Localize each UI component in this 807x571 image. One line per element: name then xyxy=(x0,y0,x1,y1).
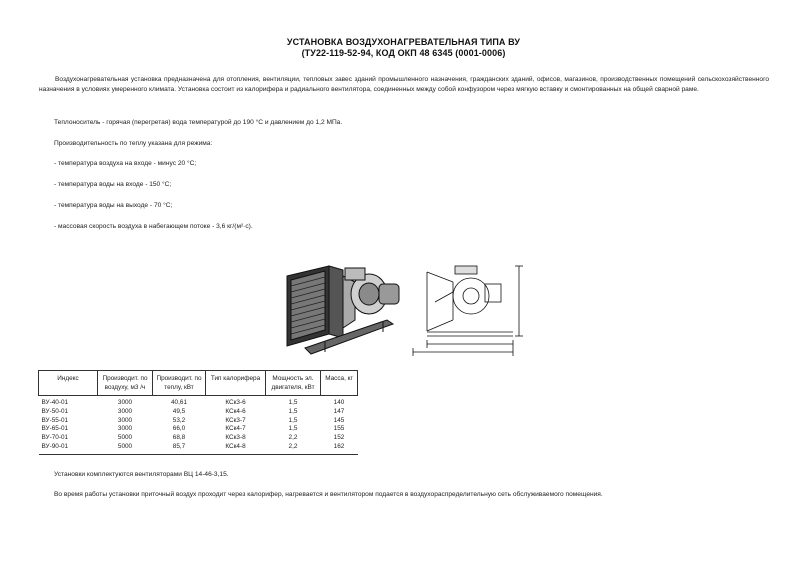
cell-heat-capacity: 49,5 xyxy=(172,407,186,415)
header-mass: Масса, кг xyxy=(321,371,358,396)
unit-perspective-illustration xyxy=(287,266,399,354)
document-title: УСТАНОВКА ВОЗДУХОНАГРЕВАТЕЛЬНАЯ ТИПА ВУ xyxy=(286,37,521,47)
cell-air-capacity: 3000 xyxy=(117,425,133,433)
table-row xyxy=(39,417,358,426)
cell-air-capacity: 3000 xyxy=(117,416,133,424)
condition-air-inlet: - температура воздуха на входе - минус 20 °С; xyxy=(54,160,197,167)
cell-heat-capacity: 68,8 xyxy=(172,434,186,442)
operation-note: Во время работы установки приточный воздух проходит через калорифер, нагревается и вентилятором подается в воздухораспределительную сеть обслуживаемого помещения. xyxy=(54,491,603,498)
header-index: Индекс xyxy=(39,371,98,396)
cell-index: ВУ-55-01 xyxy=(41,416,69,424)
capacity-intro-text: Производительность по теплу указана для режима: xyxy=(54,140,213,147)
cell-mass: 162 xyxy=(321,443,358,454)
document-subtitle: (ТУ22-119-52-94, КОД ОКП 48 6345 (0001-0006) xyxy=(301,48,506,58)
table-header-row xyxy=(39,371,358,396)
cell-heater-type: КСк3-8 xyxy=(225,434,246,442)
cell-mass: 140 xyxy=(333,399,345,406)
cell-index: ВУ-50-01 xyxy=(41,407,69,415)
unit-drawing xyxy=(285,262,525,362)
cell-motor-power: 2,2 xyxy=(266,443,321,454)
cell-heat-capacity: 40,61 xyxy=(171,399,187,406)
header-heater-type: Тип калорифера xyxy=(206,371,266,396)
cell-motor-power: 2,2 xyxy=(288,434,298,442)
condition-water-inlet: - температура воды на входе - 150 °С; xyxy=(54,181,172,188)
cell-heater-type: КСк3-7 xyxy=(225,416,246,424)
cell-heater-type: КСк4-6 xyxy=(225,407,246,415)
cell-heat-capacity: 85,7 xyxy=(153,443,206,454)
table-row xyxy=(39,443,358,454)
condition-water-outlet: - температура воды на выходе - 70 °С; xyxy=(54,202,173,209)
header-heat-capacity: Производит. по теплу, кВт xyxy=(153,371,206,396)
cell-air-capacity: 5000 xyxy=(117,434,133,442)
cell-air-capacity: 3000 xyxy=(117,407,133,415)
header-air-capacity: Производит. по воздуху, м3 /ч xyxy=(98,371,153,396)
specifications-table xyxy=(38,370,358,455)
cell-mass: 152 xyxy=(333,434,345,442)
intro-paragraph: Воздухонагревательная установка предназначена для отопления, вентиляции, тепловых завес зданий промышленного назначения, гражданских зданий, офисов, магазинов, производственных помещений сельскохозяйственного назначения в условиях умеренного климата. Установка состоит из калорифера и радиального вентилятора, соединенных между собой конфузором через мягкую вставку и смонтированных на общей сварной раме. xyxy=(39,76,769,93)
cell-motor-power: 1,5 xyxy=(288,425,298,433)
unit-dimension-drawing xyxy=(413,266,523,356)
cell-heat-capacity: 66,0 xyxy=(172,425,186,433)
cell-heater-type: КСк4-8 xyxy=(206,443,266,454)
cell-air-capacity: 3000 xyxy=(117,399,133,406)
cell-motor-power: 1,5 xyxy=(288,416,298,424)
fans-note: Установки комплектуются вентиляторами ВЦ 14-46-3,15. xyxy=(54,471,229,478)
cell-heater-type: КСк3-6 xyxy=(225,399,246,406)
header-motor-power: Мощность эл. двигателя, кВт xyxy=(266,371,321,396)
cell-air-capacity: 5000 xyxy=(98,443,153,454)
cell-index: ВУ-70-01 xyxy=(41,434,69,442)
table-row xyxy=(39,408,358,417)
cell-heat-capacity: 53,2 xyxy=(172,416,186,424)
cell-heater-type: КСк4-7 xyxy=(225,425,246,433)
table-row xyxy=(39,425,358,434)
table-row xyxy=(39,434,358,443)
table-row xyxy=(39,396,358,408)
heat-carrier-text: Теплоноситель - горячая (перегретая) вода температурой до 190 °С и давлением до 1,2 МПа. xyxy=(54,119,343,126)
condition-air-velocity: - массовая скорость воздуха в набегающем потоке - 3,6 кг/(м²·с). xyxy=(54,223,253,230)
cell-index: ВУ-65-01 xyxy=(41,425,69,433)
cell-mass: 147 xyxy=(333,407,345,415)
cell-mass: 145 xyxy=(333,416,345,424)
cell-index: ВУ-40-01 xyxy=(41,399,69,406)
cell-motor-power: 1,5 xyxy=(288,399,298,406)
cell-motor-power: 1,5 xyxy=(288,407,298,415)
cell-index: ВУ-90-01 xyxy=(39,443,98,454)
cell-mass: 155 xyxy=(333,425,345,433)
